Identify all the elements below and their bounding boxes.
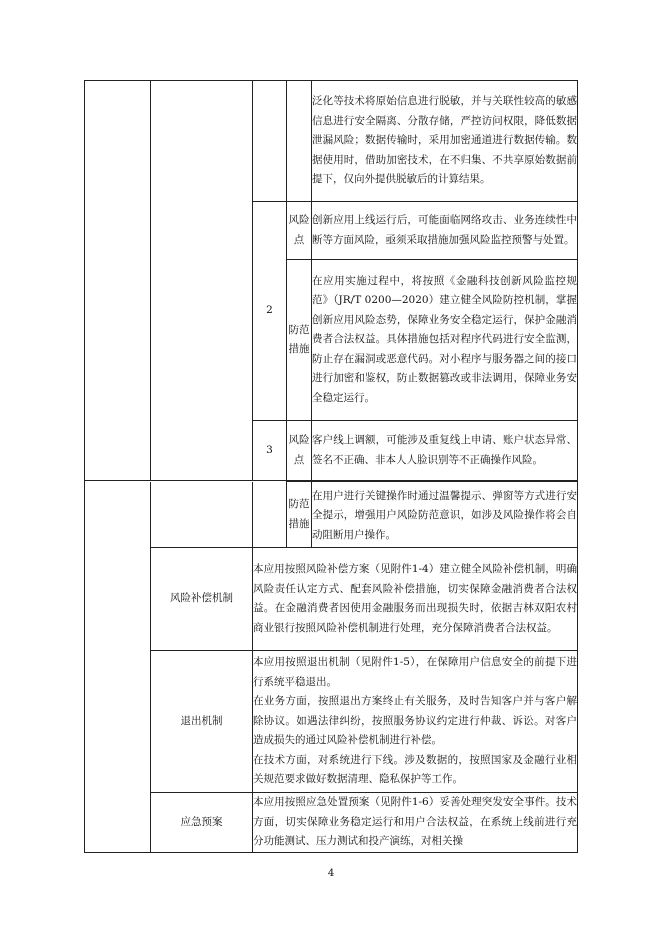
measure-text: 在用户进行关键操作时通过温馨提示、弹窗等方式进行安全提示，增强用户风险防范意识，如涉及风险操作将会自动阻断用户操作。 — [312, 482, 578, 548]
emergency-text: 本应用按照应急处置预案（见附件1-6）妥善处理突发安全事件。技术方面，切实保障业务稳定运行和用户合法权益，在系统上线前进行充分功能测试、压力测试和投产演练，对相关操 — [253, 793, 578, 853]
measure-label: 防范措施 — [287, 260, 312, 421]
exit-paragraph: 本应用按照退出机制（见附件1-5），在保障用户信息安全的前提下进行系统平稳退出。 — [253, 656, 577, 688]
compensation-text: 本应用按照风险补偿方案（见附件1-4）建立健全风险补偿机制，明确风险责任认定方式、配套风险补偿措施，切实保障金融消费者合法权益。在金融消费者因使用金融服务而出现损失时，依据吉林双阳农村商业银行按照风险补偿机制进行处理，充分保障消费者合法权益。 — [253, 548, 578, 651]
risk-table-lower — [84, 481, 578, 853]
risk-text: 客户线上调额，可能涉及重复线上申请、账户状态异常、签名不正确、非本人人脸识别等不正确操作风险。 — [312, 421, 578, 481]
exit-paragraph: 在业务方面，按照退出方案终止有关服务，及时告知客户并与客户解除协议。如遇法律纠纷，按照服务协议约定进行仲裁、诉讼。对客户造成损失的通过风险补偿机制进行补偿。 — [253, 695, 577, 747]
exit-paragraph: 在技术方面，对系统进行下线。涉及数据的，按照国家及金融行业相关规范要求做好数据清理、隐私保护等工作。 — [253, 753, 577, 786]
item-index: 2 — [253, 202, 287, 421]
section-label-compensation: 风险补偿机制 — [151, 548, 253, 651]
table-row — [85, 482, 578, 548]
section-label-emergency: 应急预案 — [151, 793, 253, 853]
section-label-exit: 退出机制 — [151, 651, 253, 793]
index-cell-empty — [253, 482, 287, 548]
exit-text — [253, 651, 578, 793]
risk-label: 风险点 — [287, 202, 312, 260]
measure-text: 在应用实施过程中，将按照《金融科技创新风险监控规范》（JR/T 0200—2020）建立健全风险防控机制，掌握创新应用风险态势，保障业务安全稳定运行，保护金融消费者合法权益。具体措施包括对程序代码进行安全监测，防止存在漏洞或恶意代码。对小程序与服务器之间的接口进行加密和鉴权，防止数据篡改或非法调用，保障业务安全稳定运行。 — [312, 260, 578, 421]
table-row — [85, 651, 578, 793]
page-number: 4 — [327, 868, 335, 879]
measure-label: 防范措施 — [287, 482, 312, 548]
subcategory-cell — [151, 482, 253, 548]
table-row — [85, 548, 578, 651]
table-row — [85, 793, 578, 853]
risk-label: 风险点 — [287, 421, 312, 481]
measure-text-continued: 泛化等技术将原始信息进行脱敏，并与关联性较高的敏感信息进行安全隔离、分散存储，严控访问权限，降低数据泄漏风险；数据传输时，采用加密通道进行数据传输。数据使用时，借助加密技术，在不归集、不共享原始数据前提下，仅向外提供脱敏后的计算结果。 — [312, 81, 578, 202]
outer-category-cell — [85, 482, 151, 853]
risk-text: 创新应用上线运行后，可能面临网络攻击、业务连续性中断等方面风险，亟须采取措施加强风险监控预警与处置。 — [312, 202, 578, 260]
item-index: 3 — [253, 421, 287, 481]
